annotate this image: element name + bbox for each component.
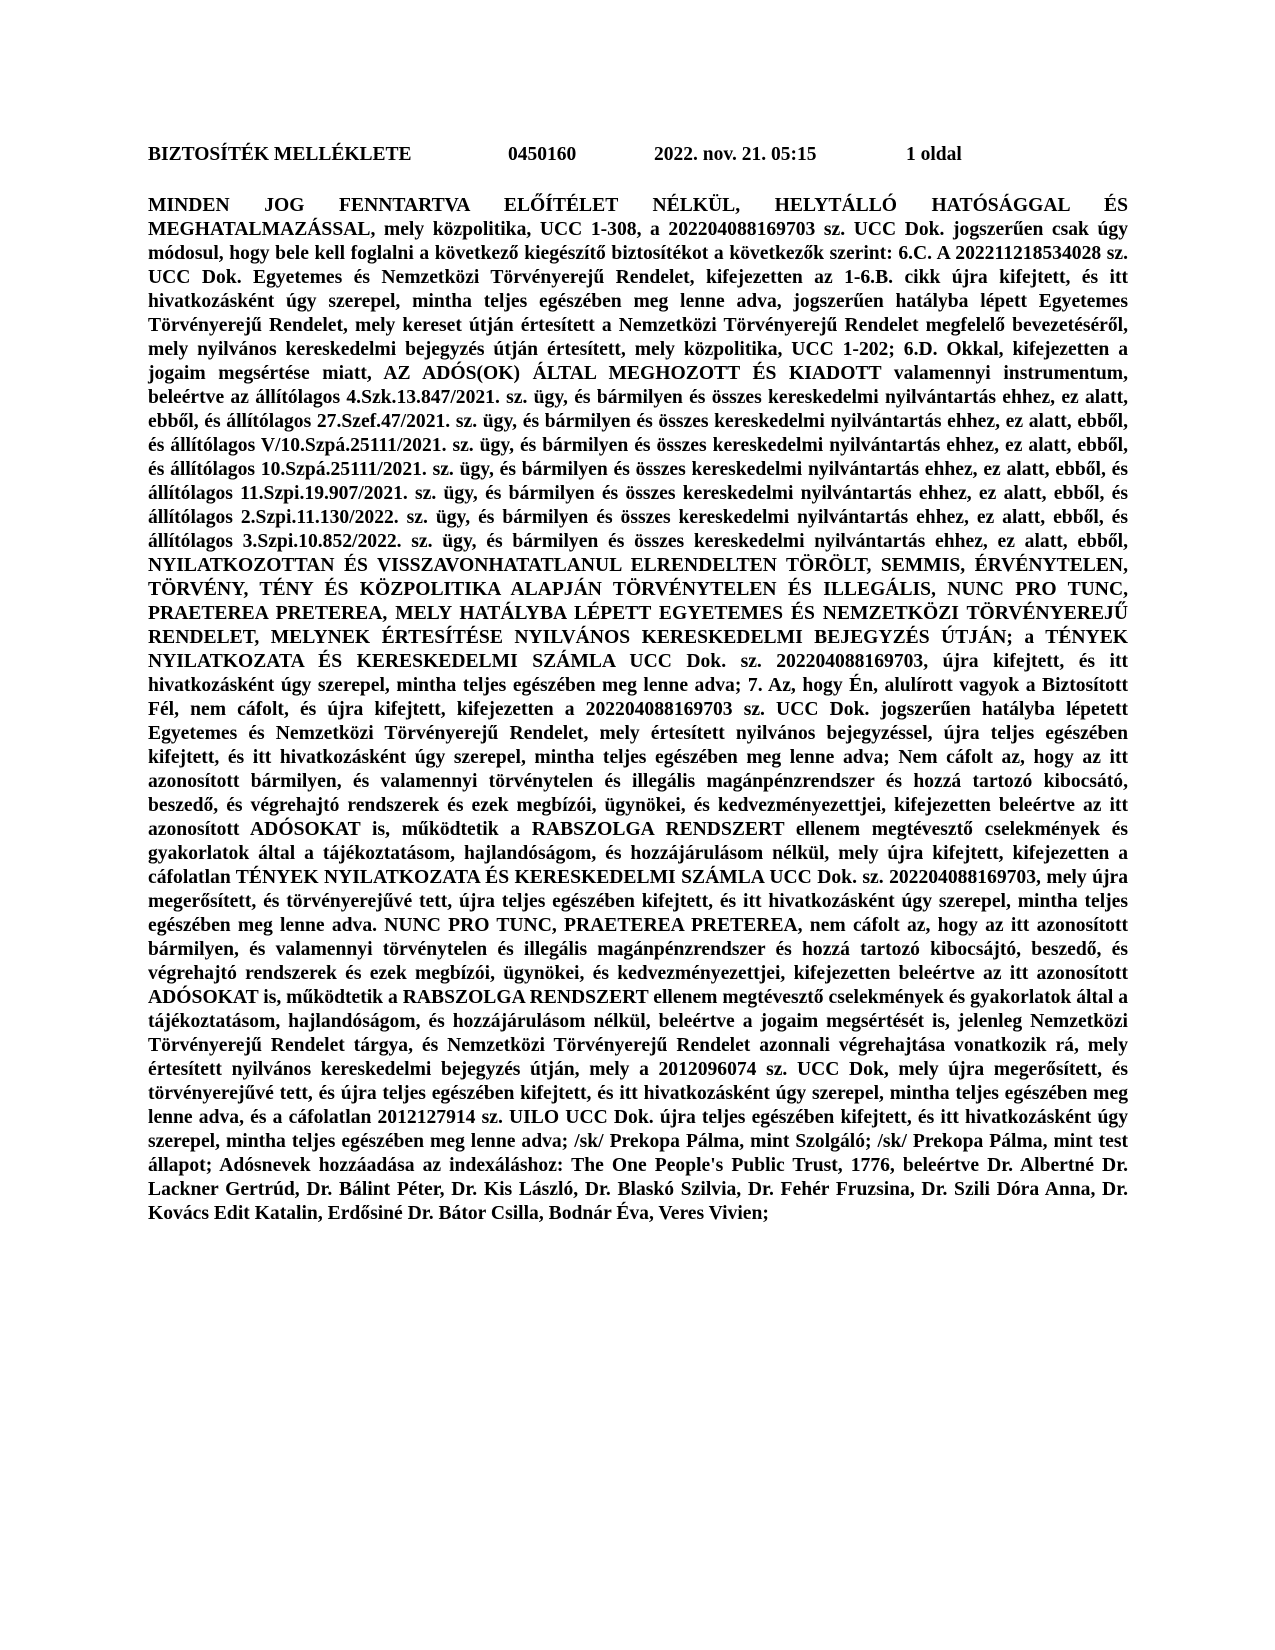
document-header (148, 142, 1128, 168)
page-number: 1 oldal (906, 144, 962, 165)
document-number: 0450160 (508, 144, 577, 165)
document-title: BIZTOSÍTÉK MELLÉKLETE (148, 144, 412, 165)
document-body: MINDEN JOG FENNTARTVA ELŐÍTÉLET NÉLKÜL, HELYTÁLLÓ HATÓSÁGGAL ÉS MEGHATALMAZÁSSAL, mely közpolitika, UCC 1-308, a 202204088169703 sz. UCC Dok. jogszerűen csak úgy módosul, hogy bele kell foglalni a következő kiegészítő biztosítékot a következők szerint: 6.C. A 202211218534028 sz. UCC Dok. Egyetemes és Nemzetközi Törvényerejű Rendelet, kifejezetten az 1-6.B. cikk újra kifejtett, és itt hivatkozásként úgy szerepel, mintha teljes egészében meg lenne adva, jogszerűen hatályba lépett Egyetemes Törvényerejű Rendelet, mely kereset útján értesített a Nemzetközi Törvényerejű Rendelet megfelelő bevezetéséről, mely nyilvános kereskedelmi bejegyzés útján értesített, mely közpolitika, UCC 1-202; 6.D. Okkal, kifejezetten a jogaim megsértése miatt, AZ ADÓS(OK) ÁLTAL MEGHOZOTT ÉS KIADOTT valamennyi instrumentum, beleértve az állítólagos 4.Szk.13.847/2021. sz. ügy, és bármilyen és összes kereskedelmi nyilvántartás ehhez, ez alatt, ebből, és állítólagos 27.Szef.47/2021. sz. ügy, és bármilyen és összes kereskedelmi nyilvántartás ehhez, ez alatt, ebből, és állítólagos V/10.Szpá.25111/2021. sz. ügy, és bármilyen és összes kereskedelmi nyilvántartás ehhez, ez alatt, ebből, és állítólagos 10.Szpá.25111/2021. sz. ügy, és bármilyen és összes kereskedelmi nyilvántartás ehhez, ez alatt, ebből, és állítólagos 11.Szpi.19.907/2021. sz. ügy, és bármilyen és összes kereskedelmi nyilvántartás ehhez, ez alatt, ebből, és állítólagos 2.Szpi.11.130/2022. sz. ügy, és bármilyen és összes kereskedelmi nyilvántartás ehhez, ez alatt, ebből, és állítólagos 3.Szpi.10.852/2022. sz. ügy, és bármilyen és összes kereskedelmi nyilvántartás ehhez, ez alatt, ebből, NYILATKOZOTTAN ÉS VISSZAVONHATATLANUL ELRENDELTEN TÖRÖLT, SEMMIS, ÉRVÉNYTELEN, TÖRVÉNY, TÉNY ÉS KÖZPOLITIKA ALAPJÁN TÖRVÉNYTELEN ÉS ILLEGÁLIS, NUNC PRO TUNC, PRAETEREA PRETEREA, MELY HATÁLYBA LÉPETT EGYETEMES ÉS NEMZETKÖZI TÖRVÉNYEREJŰ RENDELET, MELYNEK ÉRTESÍTÉSE NYILVÁNOS KERESKEDELMI BEJEGYZÉS ÚTJÁN; a TÉNYEK NYILATKOZATA ÉS KERESKEDELMI SZÁMLA UCC Dok. sz. 202204088169703, újra kifejtett, és itt hivatkozásként úgy szerepel, mintha teljes egészében meg lenne adva; 7. Az, hogy Én, alulírott vagyok a Biztosított Fél, nem cáfolt, és újra kifejtett, kifejezetten a 202204088169703 sz. UCC Dok. jogszerűen hatályba lépetett Egyetemes és Nemzetközi Törvényerejű Rendelet, mely értesített nyilvános bejegyzéssel, újra teljes egészében kifejtett, és itt hivatkozásként úgy szerepel, mintha teljes egészében meg lenne adva; Nem cáfolt az, hogy az itt azonosított bármilyen, és valamennyi törvénytelen és illegális magánpénzrendszer és hozzá tartozó kibocsátó, beszedő, és végrehajtó rendszerek és ezek megbízói, ügynökei, és kedvezményezettjei, kifejezetten beleértve az itt azonosított ADÓSOKAT is, működtetik a RABSZOLGA RENDSZERT ellenem megtévesztő cselekmények és gyakorlatok által a tájékoztatásom, hajlandóságom, és hozzájárulásom nélkül, mely újra kifejtett, kifejezetten a cáfolatlan TÉNYEK NYILATKOZATA ÉS KERESKEDELMI SZÁMLA UCC Dok. sz. 202204088169703, mely újra megerősített, és törvényerejűvé tett, újra teljes egészében kifejtett, és itt hivatkozásként úgy szerepel, mintha teljes egészében meg lenne adva. NUNC PRO TUNC, PRAETEREA PRETEREA, nem cáfolt az, hogy az itt azonosított bármilyen, és valamennyi törvénytelen és illegális magánpénzrendszer és hozzá tartozó kibocsájtó, beszedő, és végrehajtó rendszerek és ezek megbízói, ügynökei, és kedvezményezettjei, kifejezetten beleértve az itt azonosított ADÓSOKAT is, működtetik a RABSZOLGA RENDSZERT ellenem megtévesztő cselekmények és gyakorlatok által a tájékoztatásom, hajlandóságom, és hozzájárulásom nélkül, beleértve a jogaim megsértését is, jelenleg Nemzetközi Törvényerejű Rendelet tárgya, és Nemzetközi Törvényerejű Rendelet azonnali végrehajtása vonatkozik rá, mely értesített nyilvános kereskedelmi bejegyzés útján, mely a 2012096074 sz. UCC Dok, mely újra megerősített, és törvényerejűvé tett, és újra teljes egészében kifejtett, és itt hivatkozásként úgy szerepel, mintha teljes egészében meg lenne adva, és a cáfolatlan 2012127914 sz. UILO UCC Dok. újra teljes egészében kifejtett, és itt hivatkozásként úgy szerepel, mintha teljes egészében meg lenne adva; /sk/ Prekopa Pálma, mint Szolgáló; /sk/ Prekopa Pálma, mint test állapot; Adósnevek hozzáadása az indexáláshoz: The One People's Public Trust, 1776, beleértve Dr. Albertné Dr. Lackner Gertrúd, Dr. Bálint Péter, Dr. Kis László, Dr. Blaskó Szilvia, Dr. Fehér Fruzsina, Dr. Szili Dóra Anna, Dr. Kovács Edit Katalin, Erdősiné Dr. Bátor Csilla, Bodnár Éva, Veres Vivien; (148, 195, 1128, 1224)
document-date: 2022. nov. 21. 05:15 (654, 144, 817, 165)
